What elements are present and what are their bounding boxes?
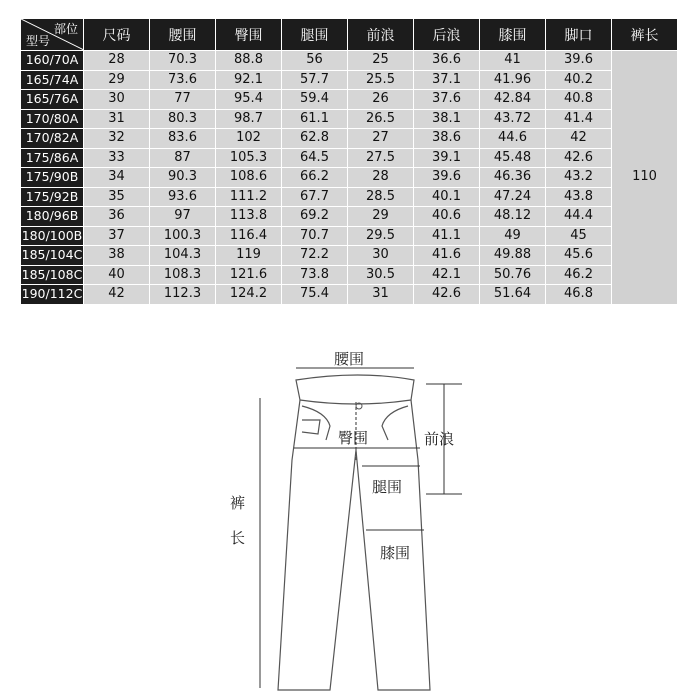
value-cell: 88.8 xyxy=(216,51,282,71)
table-row xyxy=(21,168,678,188)
corner-bottom-label: 型号 xyxy=(26,34,51,48)
value-cell: 27.5 xyxy=(348,148,414,168)
value-cell: 44.6 xyxy=(480,129,546,149)
value-cell: 69.2 xyxy=(282,207,348,227)
table-row xyxy=(21,51,678,71)
size-table xyxy=(20,18,678,305)
value-cell: 29 xyxy=(84,70,150,90)
value-cell: 97 xyxy=(150,207,216,227)
value-cell: 45 xyxy=(546,226,612,246)
value-cell: 41.6 xyxy=(414,246,480,266)
value-cell: 41 xyxy=(480,51,546,71)
table-body xyxy=(21,51,678,305)
value-cell: 28 xyxy=(84,51,150,71)
value-cell: 72.2 xyxy=(282,246,348,266)
value-cell: 30 xyxy=(84,90,150,110)
length-label-bottom: 长 xyxy=(230,529,246,547)
value-cell: 111.2 xyxy=(216,187,282,207)
value-cell: 38 xyxy=(84,246,150,266)
value-cell: 95.4 xyxy=(216,90,282,110)
value-cell: 45.48 xyxy=(480,148,546,168)
value-cell: 43.8 xyxy=(546,187,612,207)
table-row xyxy=(21,285,678,305)
value-cell: 42.6 xyxy=(546,148,612,168)
value-cell: 49 xyxy=(480,226,546,246)
value-cell: 73.8 xyxy=(282,265,348,285)
model-cell: 170/82A xyxy=(21,129,84,149)
value-cell: 124.2 xyxy=(216,285,282,305)
value-cell: 102 xyxy=(216,129,282,149)
header-back-rise: 后浪 xyxy=(414,19,480,51)
value-cell: 75.4 xyxy=(282,285,348,305)
table-row xyxy=(21,265,678,285)
value-cell: 100.3 xyxy=(150,226,216,246)
value-cell: 70.7 xyxy=(282,226,348,246)
value-cell: 121.6 xyxy=(216,265,282,285)
value-cell: 47.24 xyxy=(480,187,546,207)
value-cell: 41.4 xyxy=(546,109,612,129)
value-cell: 44.4 xyxy=(546,207,612,227)
value-cell: 31 xyxy=(84,109,150,129)
value-cell: 119 xyxy=(216,246,282,266)
length-value-cell: 110 xyxy=(612,51,678,305)
value-cell: 43.72 xyxy=(480,109,546,129)
value-cell: 26.5 xyxy=(348,109,414,129)
value-cell: 37.1 xyxy=(414,70,480,90)
front-rise-label: 前浪 xyxy=(424,430,455,448)
value-cell: 77 xyxy=(150,90,216,110)
value-cell: 40.8 xyxy=(546,90,612,110)
table-row xyxy=(21,70,678,90)
value-cell: 31 xyxy=(348,285,414,305)
model-cell: 175/86A xyxy=(21,148,84,168)
value-cell: 28 xyxy=(348,168,414,188)
value-cell: 27 xyxy=(348,129,414,149)
knee-label: 膝围 xyxy=(380,544,411,562)
value-cell: 92.1 xyxy=(216,70,282,90)
value-cell: 70.3 xyxy=(150,51,216,71)
value-cell: 40.1 xyxy=(414,187,480,207)
model-cell: 175/92B xyxy=(21,187,84,207)
header-thigh: 腿围 xyxy=(282,19,348,51)
value-cell: 64.5 xyxy=(282,148,348,168)
value-cell: 29 xyxy=(348,207,414,227)
value-cell: 39.6 xyxy=(414,168,480,188)
table-row xyxy=(21,129,678,149)
corner-top-label: 部位 xyxy=(53,22,78,36)
model-cell: 185/104C xyxy=(21,246,84,266)
model-cell: 180/96B xyxy=(21,207,84,227)
value-cell: 67.7 xyxy=(282,187,348,207)
value-cell: 104.3 xyxy=(150,246,216,266)
hip-label: 臀围 xyxy=(338,429,369,447)
header-hip: 臀围 xyxy=(216,19,282,51)
value-cell: 108.3 xyxy=(150,265,216,285)
value-cell: 61.1 xyxy=(282,109,348,129)
value-cell: 39.6 xyxy=(546,51,612,71)
value-cell: 30 xyxy=(348,246,414,266)
header-front-rise: 前浪 xyxy=(348,19,414,51)
value-cell: 112.3 xyxy=(150,285,216,305)
model-cell: 185/108C xyxy=(21,265,84,285)
value-cell: 34 xyxy=(84,168,150,188)
value-cell: 33 xyxy=(84,148,150,168)
value-cell: 42 xyxy=(84,285,150,305)
value-cell: 48.12 xyxy=(480,207,546,227)
value-cell: 113.8 xyxy=(216,207,282,227)
table-row xyxy=(21,148,678,168)
pants-diagram xyxy=(0,340,688,694)
thigh-label: 腿围 xyxy=(372,478,403,496)
table-row xyxy=(21,226,678,246)
header-knee: 膝围 xyxy=(480,19,546,51)
model-cell: 165/76A xyxy=(21,90,84,110)
value-cell: 83.6 xyxy=(150,129,216,149)
value-cell: 51.64 xyxy=(480,285,546,305)
table-row xyxy=(21,207,678,227)
value-cell: 46.2 xyxy=(546,265,612,285)
value-cell: 41.1 xyxy=(414,226,480,246)
header-hem: 脚口 xyxy=(546,19,612,51)
waist-label: 腰围 xyxy=(334,350,365,368)
value-cell: 57.7 xyxy=(282,70,348,90)
value-cell: 49.88 xyxy=(480,246,546,266)
value-cell: 73.6 xyxy=(150,70,216,90)
value-cell: 108.6 xyxy=(216,168,282,188)
model-cell: 165/74A xyxy=(21,70,84,90)
header-length: 裤长 xyxy=(612,19,678,51)
value-cell: 39.1 xyxy=(414,148,480,168)
value-cell: 56 xyxy=(282,51,348,71)
pants-outline xyxy=(278,375,430,690)
table-row xyxy=(21,246,678,266)
value-cell: 36.6 xyxy=(414,51,480,71)
model-cell: 160/70A xyxy=(21,51,84,71)
value-cell: 50.76 xyxy=(480,265,546,285)
value-cell: 42 xyxy=(546,129,612,149)
corner-header-cell xyxy=(21,19,84,51)
value-cell: 66.2 xyxy=(282,168,348,188)
value-cell: 80.3 xyxy=(150,109,216,129)
value-cell: 37 xyxy=(84,226,150,246)
value-cell: 42.84 xyxy=(480,90,546,110)
measure-lines xyxy=(260,368,462,688)
value-cell: 32 xyxy=(84,129,150,149)
table-row xyxy=(21,90,678,110)
model-cell: 175/90B xyxy=(21,168,84,188)
value-cell: 40.6 xyxy=(414,207,480,227)
value-cell: 25.5 xyxy=(348,70,414,90)
value-cell: 35 xyxy=(84,187,150,207)
value-cell: 38.1 xyxy=(414,109,480,129)
value-cell: 29.5 xyxy=(348,226,414,246)
value-cell: 87 xyxy=(150,148,216,168)
model-cell: 190/112C xyxy=(21,285,84,305)
value-cell: 46.36 xyxy=(480,168,546,188)
value-cell: 98.7 xyxy=(216,109,282,129)
value-cell: 42.1 xyxy=(414,265,480,285)
value-cell: 36 xyxy=(84,207,150,227)
value-cell: 41.96 xyxy=(480,70,546,90)
length-label-top: 裤 xyxy=(230,494,246,512)
table-row xyxy=(21,187,678,207)
value-cell: 37.6 xyxy=(414,90,480,110)
value-cell: 40.2 xyxy=(546,70,612,90)
value-cell: 93.6 xyxy=(150,187,216,207)
header-row xyxy=(21,19,678,51)
header-waist: 腰围 xyxy=(150,19,216,51)
value-cell: 59.4 xyxy=(282,90,348,110)
model-cell: 180/100B xyxy=(21,226,84,246)
value-cell: 28.5 xyxy=(348,187,414,207)
value-cell: 105.3 xyxy=(216,148,282,168)
value-cell: 116.4 xyxy=(216,226,282,246)
value-cell: 25 xyxy=(348,51,414,71)
value-cell: 45.6 xyxy=(546,246,612,266)
model-cell: 170/80A xyxy=(21,109,84,129)
value-cell: 26 xyxy=(348,90,414,110)
value-cell: 46.8 xyxy=(546,285,612,305)
value-cell: 43.2 xyxy=(546,168,612,188)
value-cell: 30.5 xyxy=(348,265,414,285)
value-cell: 90.3 xyxy=(150,168,216,188)
header-size: 尺码 xyxy=(84,19,150,51)
value-cell: 40 xyxy=(84,265,150,285)
value-cell: 38.6 xyxy=(414,129,480,149)
table-row xyxy=(21,109,678,129)
value-cell: 42.6 xyxy=(414,285,480,305)
value-cell: 62.8 xyxy=(282,129,348,149)
